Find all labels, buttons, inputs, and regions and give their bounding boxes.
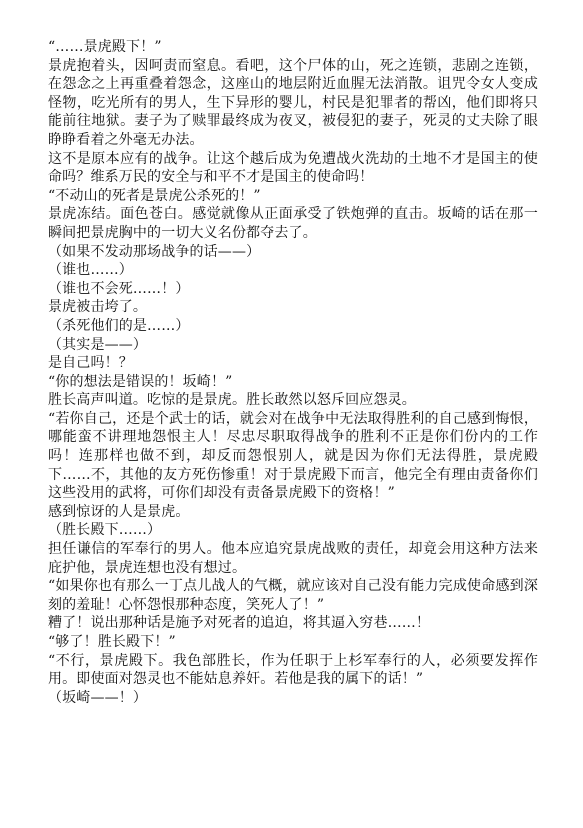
paragraph: 景虎被击垮了。 [48, 299, 148, 316]
paragraph: （其实是——） [48, 336, 148, 353]
paragraph: 感到惊讶的人是景虎。 [48, 503, 190, 520]
paragraph: “不动山的死者是景虎公杀死的！” [48, 187, 261, 204]
paragraph: “不行，景虎殿下。我色部胜长，作为任职于上杉军奉行的人，必须要发挥作用。即使面对怨灵也不能姑息养奸。若他是我的属下的话！” [48, 652, 538, 688]
paragraph: 这不是原本应有的战争。让这个越后成为免遭战火洗劫的土地不才是国主的使命吗？维系万民的安全与和平不才是国主的使命吗！ [48, 150, 538, 186]
paragraph: “……景虎殿下！” [48, 39, 162, 55]
paragraph: 景虎抱着头，因呵责而窒息。看吧，这个尸体的山，死之连锁，悲剧之连锁，在怨念之上再重叠着怨念，这座山的地层附近血腥无法消散。诅咒令女人变成怪物，吃光所有的男人，生下异形的婴儿，村民是犯罪者的帮凶，他们即将只能前往地狱。妻子为了赎罪最终成为夜叉，被侵犯的妻子，死灵的丈夫除了眼睁睁看着之外毫无办法。 [48, 57, 538, 148]
paragraph: （杀死他们的是……） [48, 317, 190, 334]
paragraph: （坂崎——！） [48, 689, 148, 706]
paragraph: 担任谦信的军奉行的男人。他本应追究景虎战败的责任，却竟会用这种方法来庇护他，景虎连想也没有想过。 [48, 541, 538, 576]
paragraph: “你的想法是错误的！坂崎！” [48, 373, 233, 390]
paragraph: “若你自己，还是个武士的话，就会对在战争中无法取得胜利的自己感到悔恨，哪能蛮不讲理地怨恨主人！尽忠尽职取得战争的胜利不正是你们份内的工作吗！连那样也做不到，却反而怨恨别人，就是因为你们无法得胜，景虎殿下……不，其他的友方死伤惨重！对于景虎殿下而言，他完全有理由责备你们这些没用的武将，可你们却没有责备景虎殿下的资格！” [48, 410, 538, 502]
document-page [48, 38, 538, 707]
paragraph: 景虎冻结。面色苍白。感觉就像从正面承受了铁炮弹的直击。坂崎的话在那一瞬间把景虎胸中的一切大义名份都夺去了。 [48, 206, 538, 241]
paragraph: “够了！胜长殿下！” [48, 634, 176, 650]
paragraph: 胜长高声叫道。吃惊的是景虎。胜长敢然以怒斥回应怨灵。 [48, 392, 416, 409]
paragraph: “如果你也有那么一丁点儿战人的气概，就应该对自己没有能力完成使命感到深刻的羞耻！心怀怨恨那种态度，笑死人了！” [48, 578, 538, 613]
paragraph: （谁也……） [48, 262, 133, 279]
paragraph: （谁也不会死……！） [48, 280, 190, 297]
paragraph: 是自己吗！？ [48, 355, 133, 372]
paragraph: 糟了！说出那种话是施予对死者的追迫，将其逼入穷巷……！ [48, 615, 431, 632]
paragraph: （如果不发动那场战争的话——） [48, 243, 261, 260]
paragraph: （胜长殿下……） [48, 522, 162, 539]
